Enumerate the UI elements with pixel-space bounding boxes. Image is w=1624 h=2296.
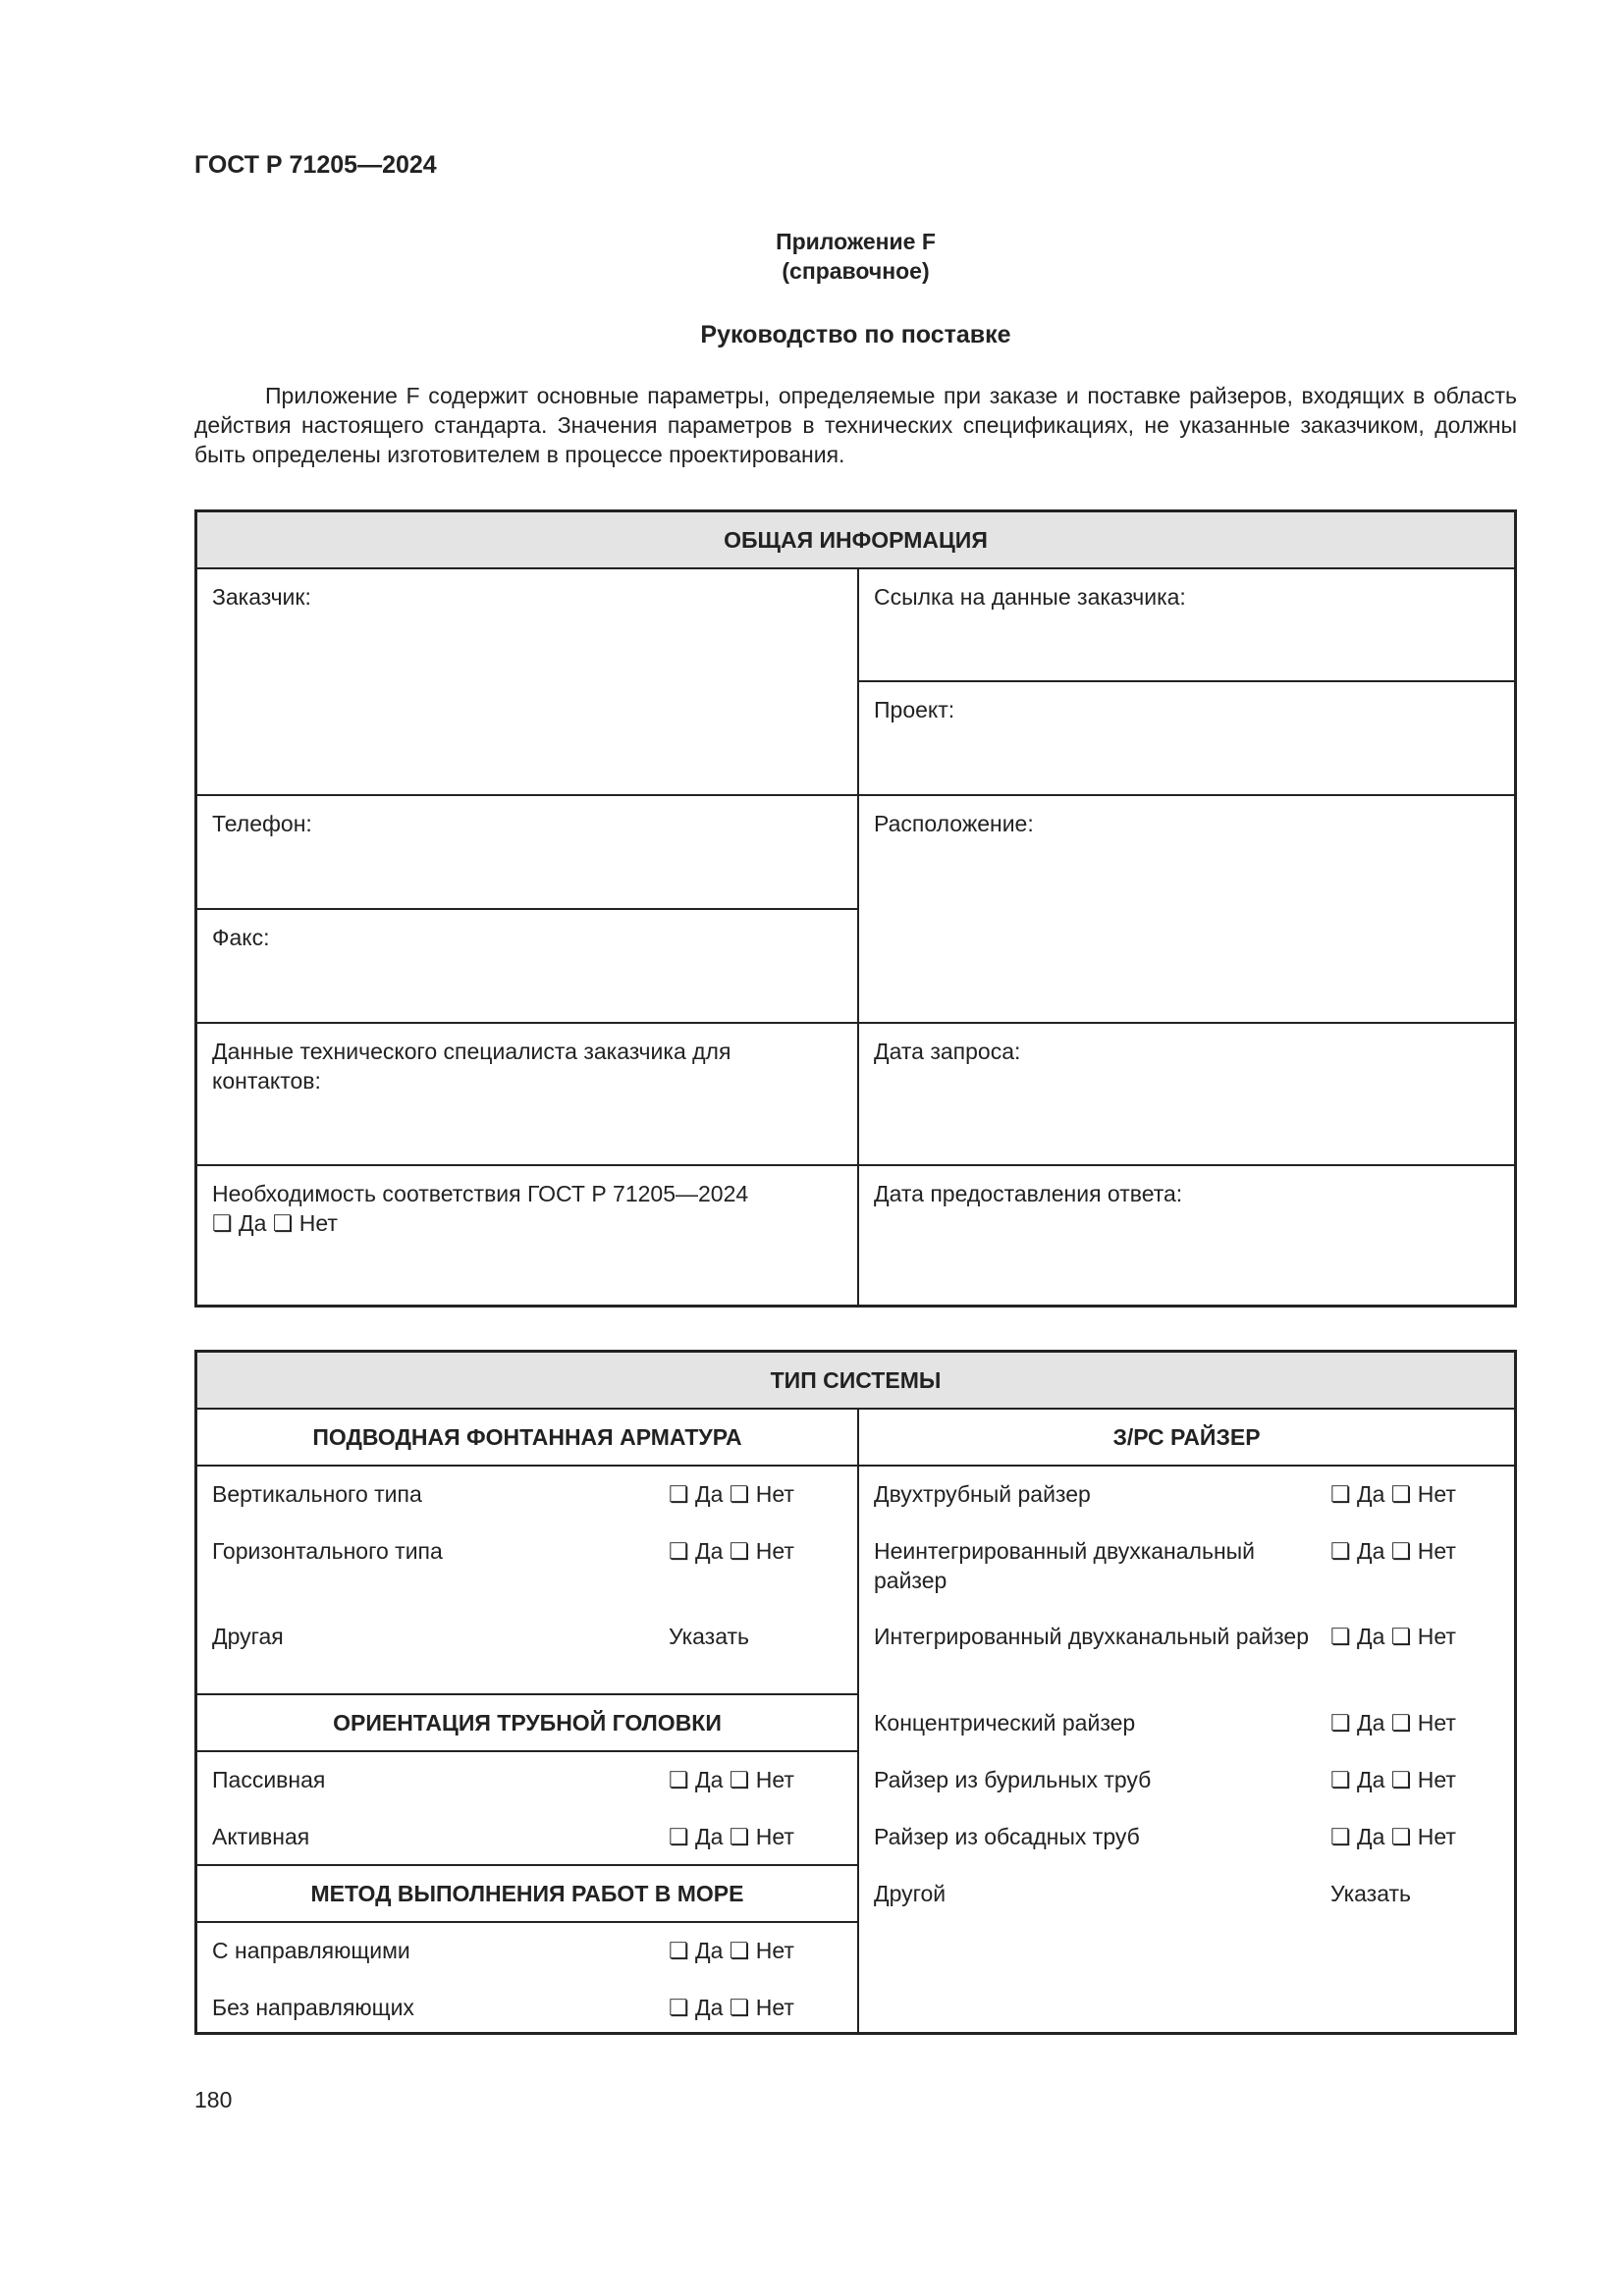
list-item	[197, 1467, 857, 1523]
list-item	[859, 1467, 1514, 1523]
left-column	[197, 1467, 859, 2032]
yes-no-checkboxes[interactable]: ❏ Да ❏ Нет	[1330, 1767, 1456, 1792]
yes-no-checkboxes[interactable]: ❏ Да ❏ Нет	[669, 1538, 794, 1564]
yes-no-checkboxes[interactable]: ❏ Да ❏ Нет	[669, 1995, 794, 2020]
method-header: МЕТОД ВЫПОЛНЕНИЯ РАБОТ В МОРЕ	[197, 1866, 857, 1923]
list-item	[859, 1523, 1514, 1609]
item-label: Интегрированный двухканальный райзер	[874, 1624, 1309, 1649]
item-label: Горизонтального типа	[212, 1538, 443, 1564]
list-item	[859, 1809, 1514, 1866]
item-label: Концентрический райзер	[874, 1710, 1136, 1735]
item-label: Неинтегрированный двухканальный райзер	[874, 1538, 1256, 1593]
yes-no-checkboxes[interactable]: ❏ Да ❏ Нет	[1330, 1710, 1456, 1735]
system-type-table	[194, 1350, 1517, 2035]
item-label: Райзер из бурильных труб	[874, 1767, 1152, 1792]
list-item	[859, 1752, 1514, 1809]
item-label: Другой	[874, 1881, 947, 1906]
yes-no-checkboxes[interactable]: ❏ Да ❏ Нет	[1330, 1538, 1456, 1564]
customer-label: Заказчик:	[212, 584, 311, 610]
document-id: ГОСТ Р 71205—2024	[194, 151, 437, 179]
request-date-label: Дата запроса:	[874, 1039, 1021, 1064]
list-item	[197, 1809, 857, 1866]
list-item	[197, 1923, 857, 1980]
yes-no-checkboxes[interactable]: ❏ Да ❏ Нет	[1330, 1481, 1456, 1507]
item-label: С направляющими	[212, 1938, 410, 1963]
list-item	[859, 1609, 1514, 1695]
item-label: Активная	[212, 1824, 310, 1849]
list-item	[197, 1980, 857, 2037]
list-item	[859, 1695, 1514, 1752]
subsea-tree-header: ПОДВОДНАЯ ФОНТАННАЯ АРМАТУРА	[197, 1410, 859, 1467]
list-item	[197, 1609, 857, 1695]
request-date-field[interactable]	[859, 1024, 1514, 1166]
general-header: ОБЩАЯ ИНФОРМАЦИЯ	[197, 512, 1514, 569]
compliance-field	[197, 1166, 859, 1305]
phone-field[interactable]	[197, 796, 859, 910]
compliance-checkboxes[interactable]: ❏ Да ❏ Нет	[212, 1210, 338, 1236]
customer-field[interactable]	[197, 569, 859, 796]
general-info-table	[194, 509, 1517, 1308]
orientation-header: ОРИЕНТАЦИЯ ТРУБНОЙ ГОЛОВКИ	[197, 1695, 857, 1752]
section-title: Руководство по поставке	[700, 321, 1011, 348]
appendix-title: Приложение F	[776, 229, 936, 254]
list-item	[859, 1866, 1514, 1923]
response-date-field[interactable]	[859, 1166, 1514, 1305]
list-item	[197, 1523, 857, 1609]
tech-contact-field[interactable]	[197, 1024, 859, 1166]
appendix-type: (справочное)	[782, 258, 930, 284]
page-number: 180	[194, 2087, 233, 2112]
customer-ref-field[interactable]	[859, 569, 1514, 682]
list-item	[197, 1752, 857, 1809]
system-header: ТИП СИСТЕМЫ	[197, 1353, 1514, 1410]
phone-label: Телефон:	[212, 811, 312, 836]
specify-field[interactable]: Указать	[669, 1624, 750, 1649]
compliance-label: Необходимость соответствия ГОСТ Р 71205—2024	[212, 1181, 749, 1206]
item-label: Другая	[212, 1624, 284, 1649]
yes-no-checkboxes[interactable]: ❏ Да ❏ Нет	[669, 1767, 794, 1792]
intro-paragraph: Приложение F содержит основные параметры, определяемые при заказе и поставке райзеров, входящих в область действия настоящего стандарта. Значения параметров в технических спецификациях, не указанные заказчиком, должны быть определены изготовителем в процессе проектирования.	[194, 383, 1517, 467]
yes-no-checkboxes[interactable]: ❏ Да ❏ Нет	[1330, 1824, 1456, 1849]
item-label: Райзер из обсадных труб	[874, 1824, 1140, 1849]
item-label: Пассивная	[212, 1767, 326, 1792]
response-date-label: Дата предоставления ответа:	[874, 1181, 1183, 1206]
fax-label: Факс:	[212, 925, 270, 950]
project-field[interactable]	[859, 682, 1514, 796]
item-label: Двухтрубный райзер	[874, 1481, 1091, 1507]
yes-no-checkboxes[interactable]: ❏ Да ❏ Нет	[669, 1938, 794, 1963]
item-label: Без направляющих	[212, 1995, 414, 2020]
right-column	[859, 1467, 1514, 2032]
fax-field[interactable]	[197, 910, 859, 1024]
location-field[interactable]	[859, 796, 1514, 1024]
riser-header: З/РС РАЙЗЕР	[859, 1410, 1514, 1467]
item-label: Вертикального типа	[212, 1481, 422, 1507]
specify-field[interactable]: Указать	[1330, 1881, 1412, 1906]
yes-no-checkboxes[interactable]: ❏ Да ❏ Нет	[669, 1824, 794, 1849]
location-label: Расположение:	[874, 811, 1034, 836]
project-label: Проект:	[874, 697, 955, 722]
customer-ref-label: Ссылка на данные заказчика:	[874, 584, 1186, 610]
yes-no-checkboxes[interactable]: ❏ Да ❏ Нет	[669, 1481, 794, 1507]
yes-no-checkboxes[interactable]: ❏ Да ❏ Нет	[1330, 1624, 1456, 1649]
tech-contact-label: Данные технического специалиста заказчика для контактов:	[212, 1039, 731, 1094]
